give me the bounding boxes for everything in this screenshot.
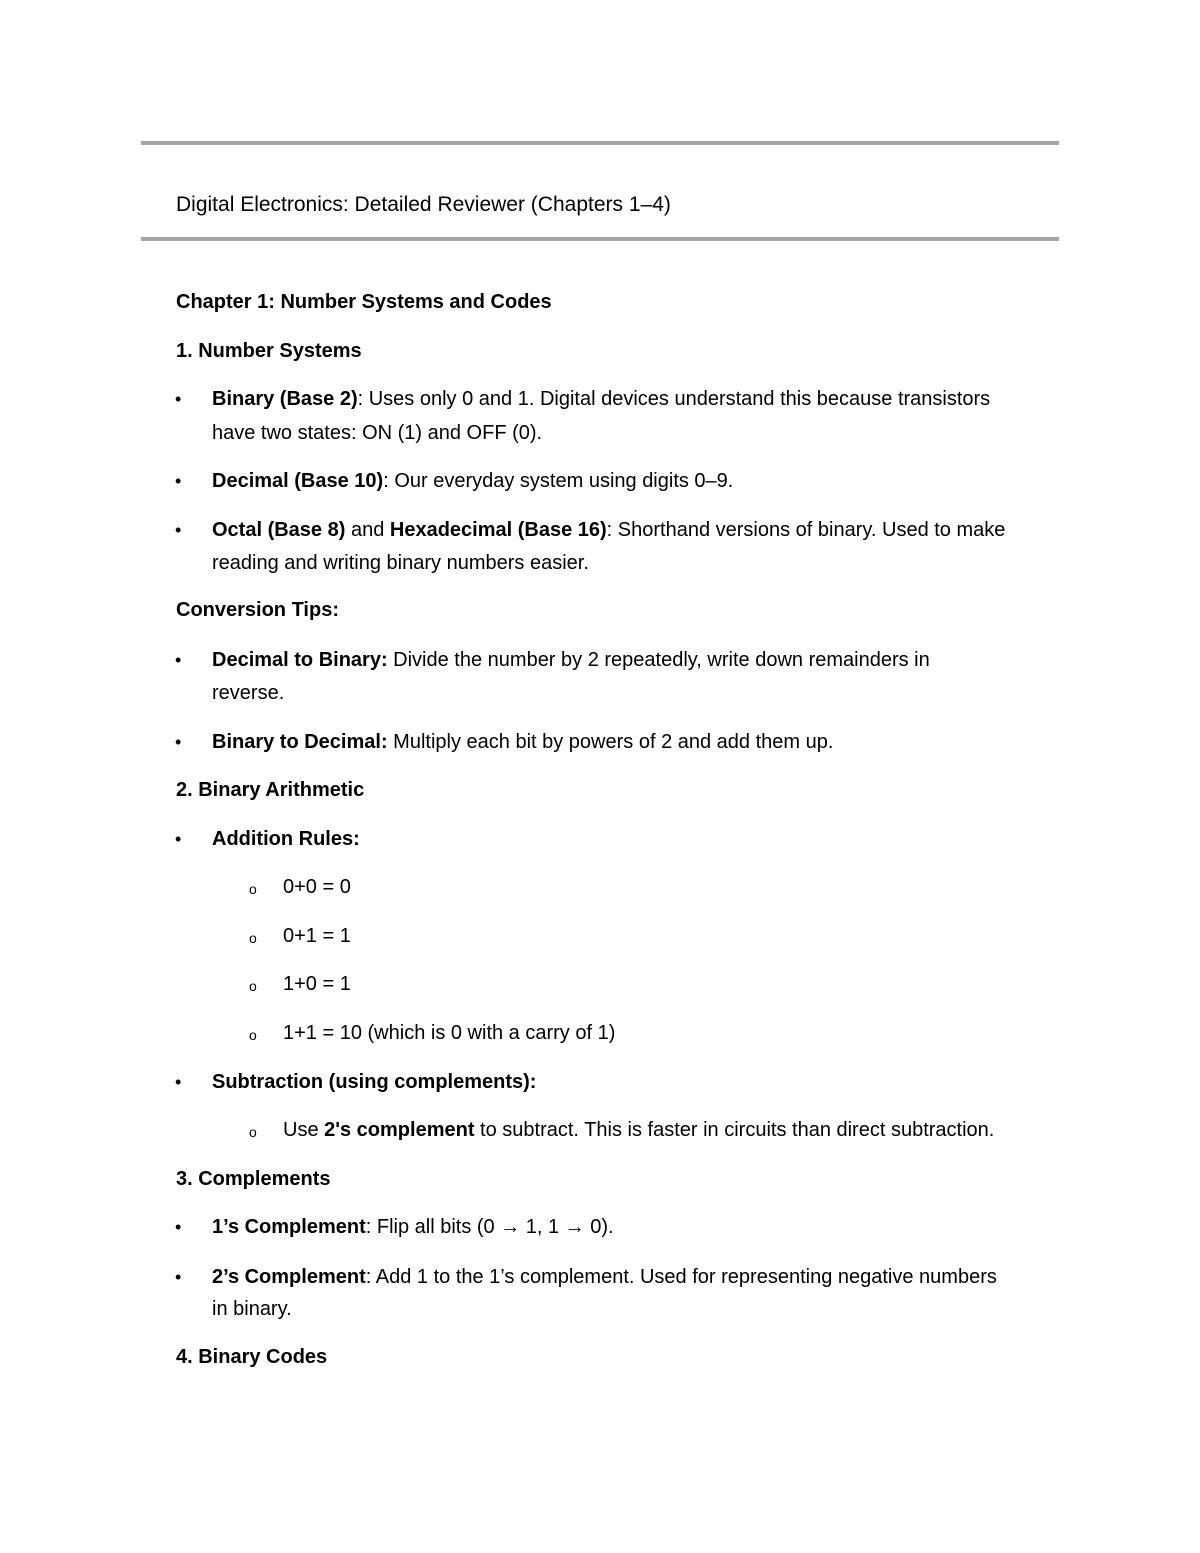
binary-to-decimal-label: Binary to Decimal: [212, 731, 388, 753]
subtraction-label: Subtraction (using complements): [212, 1071, 537, 1093]
binary-to-decimal-text: Multiply each bit by powers of 2 and add them up. [387, 731, 834, 753]
twos-complement-text: : Add 1 to the 1’s complement. Used for representing negative numbers [365, 1266, 997, 1288]
twos-complement-text-continued: in binary. [212, 1298, 292, 1320]
section-heading-conversion-tips: Conversion Tips: [176, 599, 339, 621]
sub-bullet-glyph: o [249, 978, 257, 994]
hex-label: Hexadecimal (Base 16) [389, 519, 607, 541]
list-item-ones-complement [212, 1214, 614, 1240]
top-horizontal-rule [141, 141, 1059, 145]
sub-bullet-glyph: o [249, 1027, 257, 1043]
bullet-glyph: • [175, 1072, 182, 1092]
list-item-decimal-to-binary [212, 647, 930, 673]
subtract-text: to subtract. This is faster in circuits than direct subtraction. [474, 1119, 995, 1141]
octal-label: Octal (Base 8) [212, 519, 346, 541]
sub-bullet-glyph: o [249, 1124, 257, 1140]
addition-rule: 1+1 = 10 (which is 0 with a carry of 1) [283, 1022, 616, 1044]
section-heading-binary-arithmetic: 2. Binary Arithmetic [176, 779, 365, 801]
chapter-heading: Chapter 1: Number Systems and Codes [176, 291, 552, 313]
list-item-octal-hex [212, 517, 1005, 543]
bottom-horizontal-rule [141, 237, 1059, 241]
bullet-glyph: • [175, 520, 182, 540]
list-item-twos-complement [212, 1264, 997, 1290]
subtraction-detail [283, 1117, 994, 1143]
bullet-glyph: • [175, 732, 182, 752]
octal-hex-text: : Shorthand versions of binary. Used to make [606, 519, 1006, 541]
use-text: Use [283, 1119, 325, 1141]
sub-bullet-glyph: o [249, 881, 257, 897]
binary-text-continued: have two states: ON (1) and OFF (0). [212, 422, 543, 444]
twos-complement-term: 2's complement [324, 1119, 475, 1141]
addition-rules-label: Addition Rules: [212, 828, 360, 850]
binary-text: : Uses only 0 and 1. Digital devices understand this because transistors [357, 388, 991, 410]
list-item-binary [212, 386, 990, 412]
section-heading-complements: 3. Complements [176, 1168, 331, 1190]
section-heading-number-systems: 1. Number Systems [176, 340, 362, 362]
decimal-to-binary-text-continued: reverse. [212, 682, 285, 704]
decimal-text: : Our everyday system using digits 0–9. [383, 470, 734, 492]
bullet-glyph: • [175, 1267, 182, 1287]
addition-rule: 0+1 = 1 [283, 925, 351, 947]
octal-hex-text-continued: reading and writing binary numbers easier. [212, 552, 589, 574]
bullet-glyph: • [175, 471, 182, 491]
decimal-to-binary-label: Decimal to Binary: [212, 649, 388, 671]
twos-complement-label: 2’s Complement [212, 1266, 366, 1288]
document-title: Digital Electronics: Detailed Reviewer (Chapters 1–4) [176, 193, 671, 216]
addition-rule: 0+0 = 0 [283, 876, 351, 898]
addition-rule: 1+0 = 1 [283, 973, 351, 995]
sub-bullet-glyph: o [249, 930, 257, 946]
list-item-decimal [212, 468, 733, 494]
bullet-glyph: • [175, 829, 182, 849]
decimal-to-binary-text: Divide the number by 2 repeatedly, write down remainders in [387, 649, 930, 671]
bullet-glyph: • [175, 389, 182, 409]
bullet-glyph: • [175, 1217, 182, 1237]
ones-complement-label: 1’s Complement [212, 1216, 366, 1238]
section-heading-binary-codes: 4. Binary Codes [176, 1346, 328, 1368]
decimal-label: Decimal (Base 10) [212, 470, 384, 492]
and-text: and [345, 519, 390, 541]
ones-complement-text: : Flip all bits (0 → 1, 1 → 0). [365, 1216, 614, 1238]
binary-label: Binary (Base 2) [212, 388, 358, 410]
list-item-binary-to-decimal [212, 729, 833, 755]
bullet-glyph: • [175, 650, 182, 670]
